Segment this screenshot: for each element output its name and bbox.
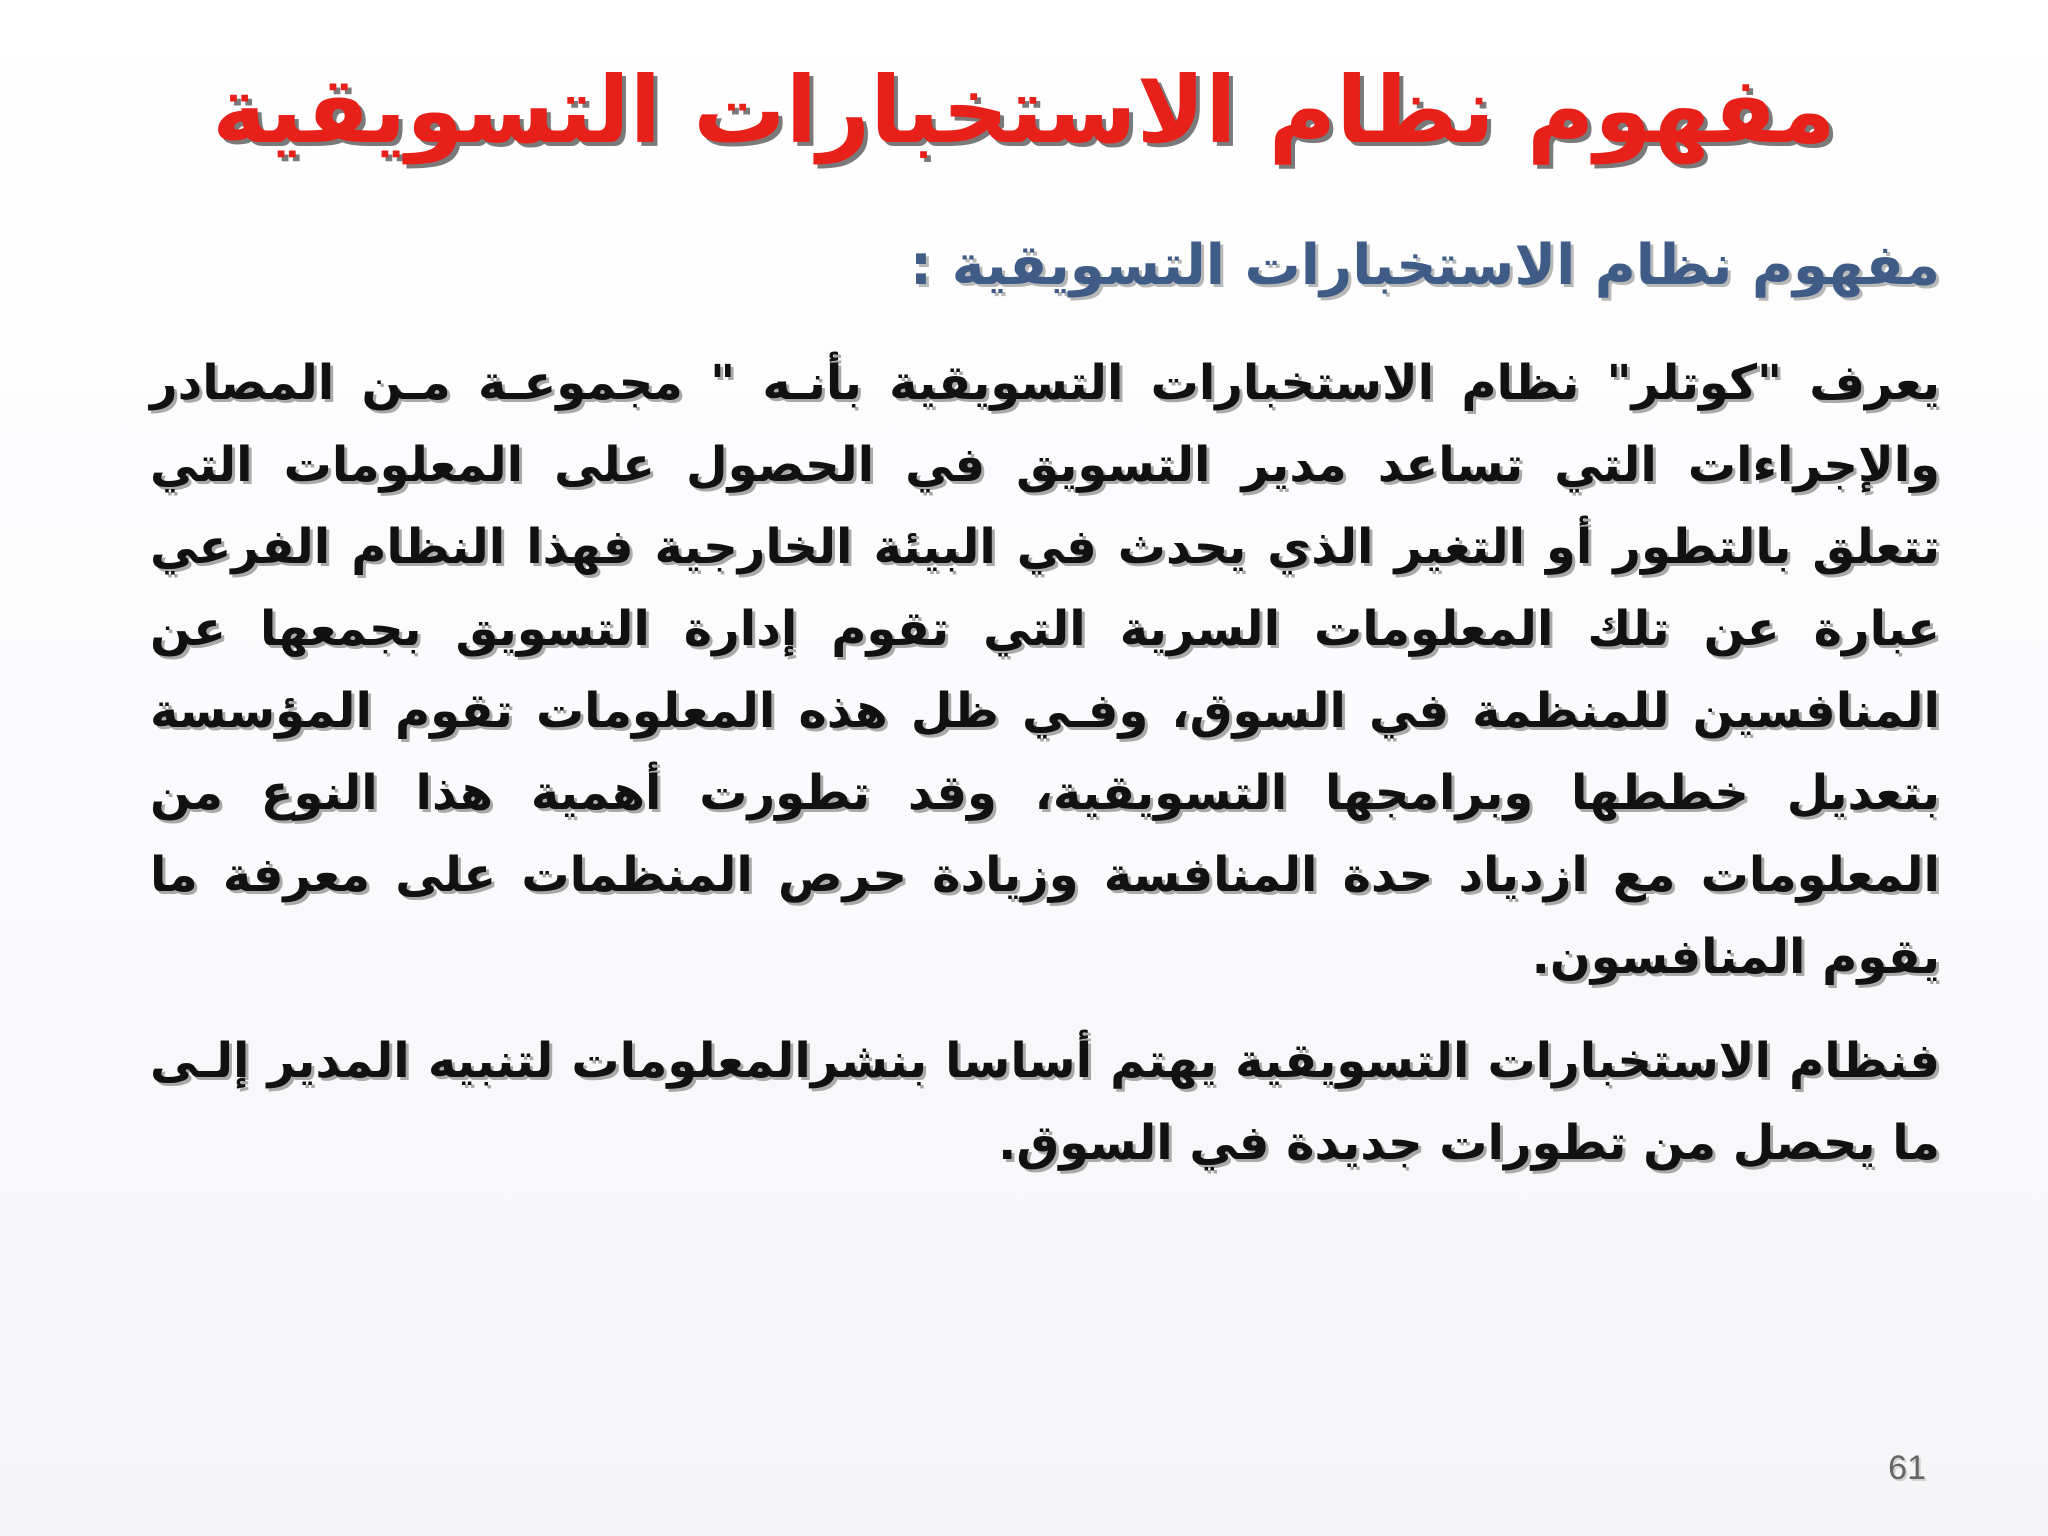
body-paragraph-2: فنظام الاستخبارات التسويقية يهتم أساسا بنشرالمعلومات لتنبيه المدير إلـى ما يحصل من تطورات جديدة في السوق. bbox=[150, 1033, 1940, 1171]
body-paragraph-1: يعرف "كوتلر" نظام الاستخبارات التسويقية بأنـه " مجموعـة مـن المصادر والإجراءات التي تساعد مدير التسويق في الحصول على المعلومات التي تتعلق بالتطور أو التغير الذي يحدث في البيئة الخارجية فهذا النظام الفرعي عبارة عن تلك المعلومات السرية التي تقوم إدارة التسويق بجمعها عن المنافسين للمنظمة في السوق، وفـي ظل هذه المعلومات تقوم المؤسسة بتعديل خططها وبرامجها التسويقية، وقد تطورت أهمية هذا النوع من المعلومات مع ازدياد حدة المنافسة وزيادة حرص المنظمات على معرفة ما يقوم المنافسون. bbox=[150, 355, 1940, 985]
page-number: 61 bbox=[1888, 1449, 1926, 1487]
slide-title: مفهوم نظام الاستخبارات التسويقية bbox=[212, 57, 1836, 164]
section-heading: مفهوم نظام الاستخبارات التسويقية : bbox=[909, 233, 1940, 298]
